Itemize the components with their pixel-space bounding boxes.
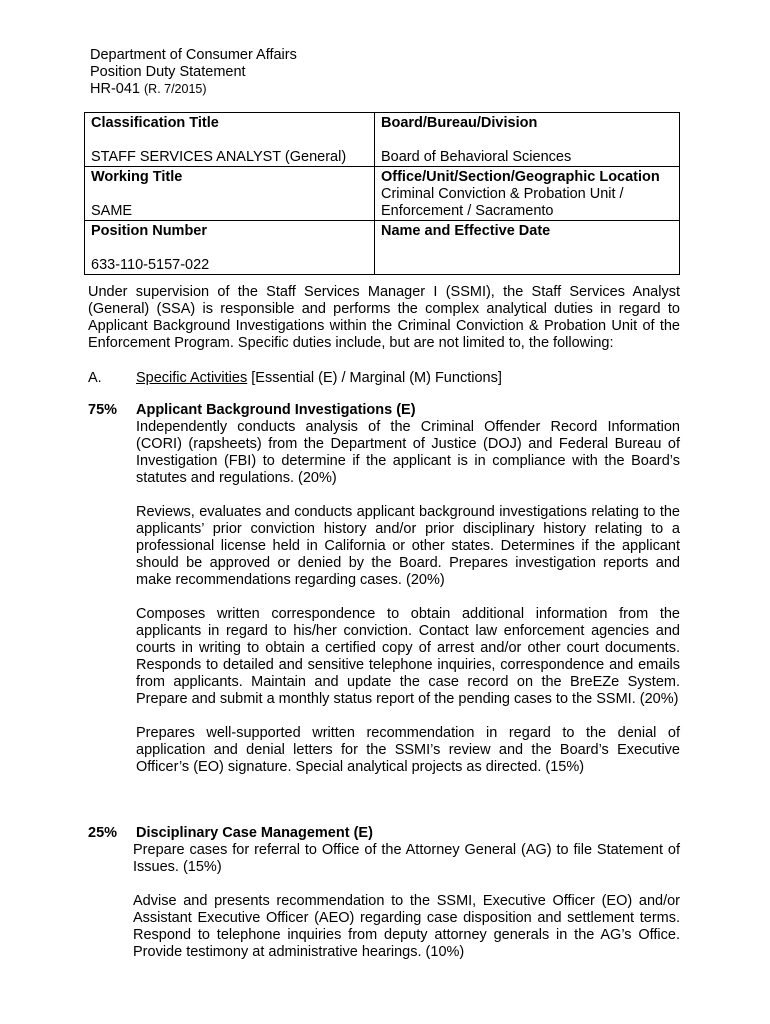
duty-body xyxy=(136,419,680,776)
classification-title-value: STAFF SERVICES ANALYST (General) xyxy=(91,149,347,165)
duty-heading xyxy=(88,825,680,842)
duty-paragraph: Composes written correspondence to obtain additional information from the applicants in regard to his/her conviction. Contact law enforcement agencies and courts in writing to obtain a certified copy of arrest and/or other court documents. Responds to detailed and sensitive telephone inquiries, correspondence and emails from applicants. Maintain and update the case record on the BreEZe System. Prepare and submit a monthly status report of the pending cases to the SSMI. (20%) xyxy=(136,606,680,707)
section-a-subtitle: [Essential (E) / Marginal (M) Functions] xyxy=(247,370,502,386)
duty-paragraph: Independently conducts analysis of the Criminal Offender Record Information (CORI) (rapsheets) from the Department of Justice (DOJ) and Federal Bureau of Investigation (FBI) to determine if the applicant is in compliance with the Board’s statutes and regulations. (20%) xyxy=(136,419,680,486)
duty-heading xyxy=(88,402,680,419)
form-number: HR-041 xyxy=(90,81,140,97)
duty-percent: 75% xyxy=(88,402,118,418)
classification-title-cell xyxy=(85,113,375,167)
duty-body xyxy=(133,842,680,961)
duty-title: Disciplinary Case Management (E) xyxy=(136,825,373,841)
board-label: Board/Bureau/Division xyxy=(381,115,538,131)
name-effective-label: Name and Effective Date xyxy=(381,223,551,239)
board-cell xyxy=(375,113,680,167)
duty-paragraph: Prepare cases for referral to Office of the Attorney General (AG) to file Statement of Issues. (15%) xyxy=(133,842,680,875)
document-title: Position Duty Statement xyxy=(90,64,246,80)
working-title-cell xyxy=(85,167,375,221)
department-name: Department of Consumer Affairs xyxy=(90,47,297,63)
position-number-value: 633-110-5157-022 xyxy=(91,257,210,273)
document-header xyxy=(90,47,297,98)
duty-disciplinary-case xyxy=(88,825,680,978)
duty-applicant-background xyxy=(88,402,680,793)
duty-title: Applicant Background Investigations (E) xyxy=(136,402,416,418)
section-a-heading xyxy=(88,370,502,387)
form-revision: (R. 7/2015) xyxy=(144,82,207,96)
office-label: Office/Unit/Section/Geographic Location xyxy=(381,169,660,185)
intro-paragraph: Under supervision of the Staff Services Manager I (SSMI), the Staff Services Analyst (General) (SSA) is responsible and performs the complex analytical duties in regard to Applicant Background Investigations within the Criminal Conviction & Probation Unit of the Enforcement Program. Specific duties include, but are not limited to, the following: xyxy=(88,284,680,351)
duty-paragraph: Advise and presents recommendation to the SSMI, Executive Officer (EO) and/or Assistant Executive Officer (AEO) regarding case disposition and settlement terms. Respond to telephone inquiries from deputy attorney generals in the AG’s Office. Provide testimony at administrative hearings. (10%) xyxy=(133,893,680,960)
duty-paragraph: Reviews, evaluates and conducts applicant background investigations relating to the applicants’ prior conviction history and/or prior disciplinary history relating to a professional license held in California or other states. Determines if the applicant should be approved or denied by the Board. Prepares investigation reports and make recommendations regarding cases. (20%) xyxy=(136,504,680,588)
position-number-cell xyxy=(85,221,375,275)
duty-percent: 25% xyxy=(88,825,118,841)
duty-paragraph: Prepares well-supported written recommendation in regard to the denial of application and denial letters for the SSMI’s review and the Board’s Executive Officer’s (EO) signature. Special analytical projects as directed. (15%) xyxy=(136,725,680,775)
section-a-letter: A. xyxy=(88,370,102,386)
section-a-title: Specific Activities xyxy=(136,370,248,386)
position-number-label: Position Number xyxy=(91,223,208,239)
form-number-line xyxy=(90,81,297,98)
name-effective-cell xyxy=(375,221,680,275)
working-title-value: SAME xyxy=(91,203,133,219)
working-title-label: Working Title xyxy=(91,169,183,185)
office-value-line2: Enforcement / Sacramento xyxy=(381,203,554,219)
position-info-table xyxy=(84,112,680,275)
board-value: Board of Behavioral Sciences xyxy=(381,149,572,165)
classification-title-label: Classification Title xyxy=(91,115,219,131)
office-value-line1: Criminal Conviction & Probation Unit / xyxy=(381,186,624,202)
office-cell xyxy=(375,167,680,221)
